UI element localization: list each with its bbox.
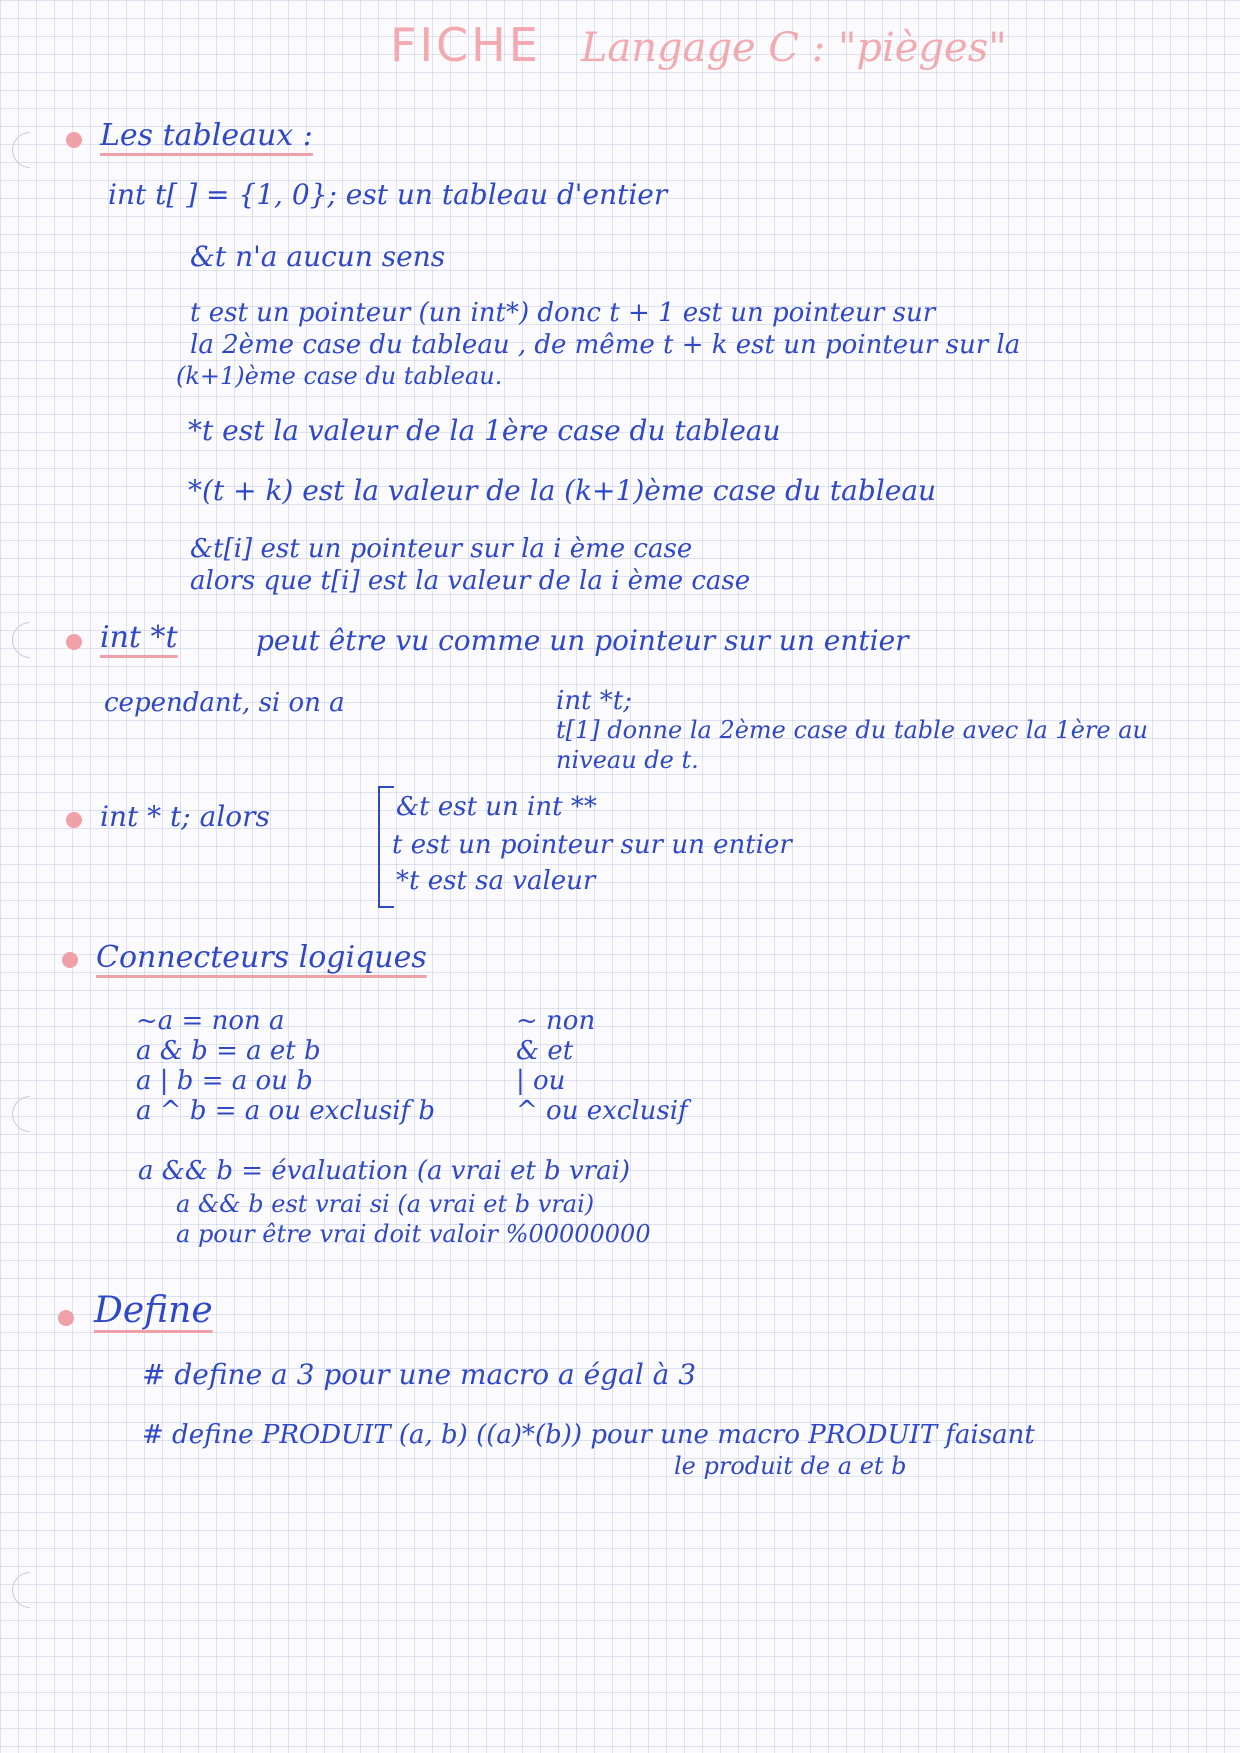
bullet-icon	[66, 132, 82, 148]
title-main: FICHE	[390, 18, 541, 72]
bullet-icon	[62, 952, 78, 968]
connecteur-left-0: ~a = non a	[136, 1006, 285, 1036]
connecteur-left-3: a ^ b = a ou exclusif b	[136, 1096, 436, 1126]
pointeur-code-1: int *t;	[556, 686, 632, 716]
tableaux-decl: int t[ ] = {1, 0}; est un tableau d'entier	[108, 178, 668, 211]
connecteur-right-1: & et	[516, 1036, 574, 1066]
define-line-2: # define PRODUIT (a, b) ((a)*(b)) pour une macro PRODUIT faisant	[142, 1420, 1035, 1450]
intstar-line-2: t est un pointeur sur un entier	[392, 830, 792, 860]
tableaux-addr-i: &t[i] est un pointeur sur la i ème case	[190, 534, 693, 564]
heading-define: Define	[94, 1290, 213, 1331]
binder-hole	[5, 1089, 56, 1140]
tableaux-val-i: alors que t[i] est la valeur de la i ème case	[190, 566, 751, 596]
connecteur-right-3: ^ ou exclusif	[516, 1096, 688, 1126]
pointeur-cependant: cependant, si on a	[104, 688, 345, 718]
connecteur-eval-2: a && b est vrai si (a vrai et b vrai)	[176, 1190, 595, 1218]
intstar-line-3: *t est sa valeur	[396, 866, 596, 896]
tableaux-deref-k: *(t + k) est la valeur de la (k+1)ème case du tableau	[188, 474, 937, 507]
connecteur-right-0: ~ non	[516, 1006, 596, 1036]
connecteur-eval-1: a && b = évaluation (a vrai et b vrai)	[138, 1156, 631, 1186]
heading-intstar: int * t; alors	[100, 800, 270, 833]
connecteur-left-1: a & b = a et b	[136, 1036, 321, 1066]
title-sub: Langage C : "pièges"	[580, 25, 1007, 71]
define-line-1: # define a 3 pour une macro a égal à 3	[142, 1358, 697, 1391]
heading-pointeur: int *t	[100, 620, 178, 655]
binder-hole	[5, 615, 56, 666]
intstar-line-1: &t est un int **	[396, 792, 597, 822]
tableaux-ptr-2: la 2ème case du tableau , de même t + k est un pointeur sur la	[190, 330, 1021, 360]
binder-hole	[5, 125, 56, 176]
page-title	[390, 18, 1007, 72]
tableaux-ptr-1: t est un pointeur (un int*) donc t + 1 est un pointeur sur	[190, 298, 936, 328]
bullet-icon	[58, 1310, 74, 1326]
heading-tableaux: Les tableaux :	[100, 118, 313, 153]
tableaux-amp: &t n'a aucun sens	[190, 240, 446, 273]
connecteur-right-2: | ou	[516, 1066, 566, 1096]
pointeur-code-3: niveau de t.	[556, 746, 699, 774]
define-line-3: le produit de a et b	[674, 1452, 907, 1480]
bullet-icon	[66, 812, 82, 828]
binder-hole	[5, 1565, 56, 1616]
tableaux-ptr-3: (k+1)ème case du tableau.	[176, 362, 503, 390]
pointeur-text: peut être vu comme un pointeur sur un entier	[256, 624, 909, 657]
tableaux-deref: *t est la valeur de la 1ère case du tableau	[188, 414, 781, 447]
bullet-icon	[66, 634, 82, 650]
pointeur-code-2: t[1] donne la 2ème case du table avec la 1ère au	[556, 716, 1148, 744]
connecteur-eval-3: a pour être vrai doit valoir %00000000	[176, 1220, 651, 1248]
connecteur-left-2: a | b = a ou b	[136, 1066, 313, 1096]
heading-connecteurs: Connecteurs logiques	[96, 940, 427, 975]
